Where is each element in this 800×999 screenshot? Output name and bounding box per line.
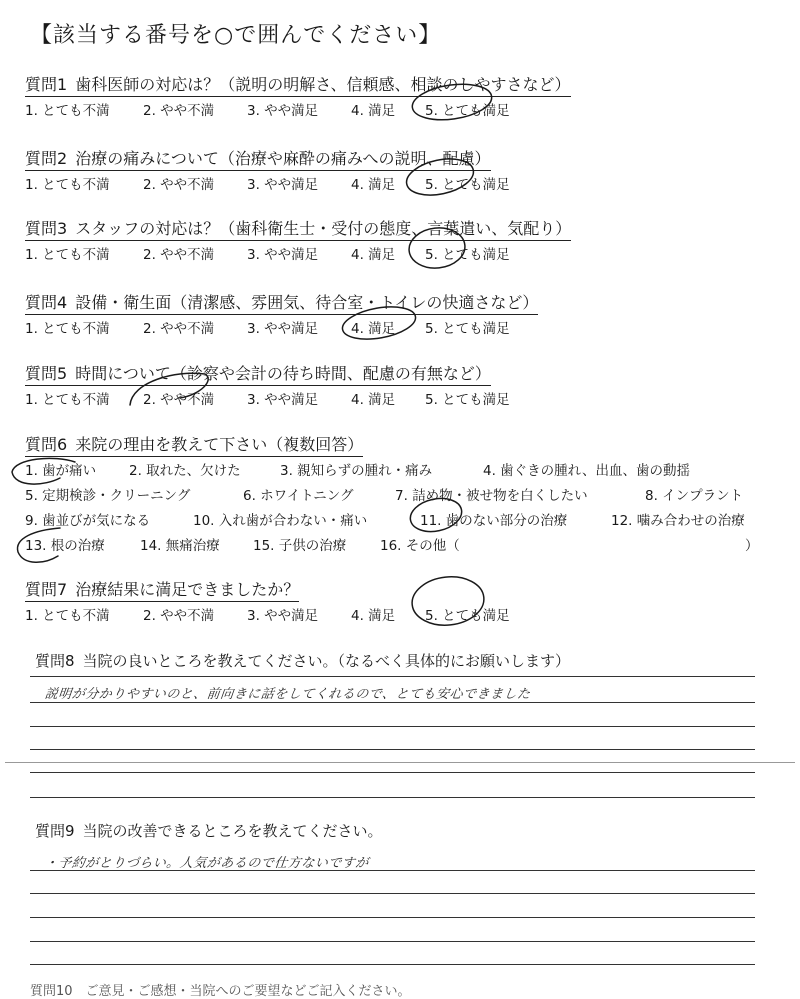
- q7-option-4[interactable]: 4. 満足: [351, 608, 396, 624]
- q8-answer-line-5: [30, 772, 755, 773]
- q9-answer-line-2: [30, 893, 755, 894]
- q4-option-3[interactable]: 3. やや満足: [247, 321, 319, 337]
- q3-option-3[interactable]: 3. やや満足: [247, 247, 319, 263]
- question-8: [35, 650, 570, 671]
- q1-option-5[interactable]: 5. とても満足: [425, 103, 510, 119]
- q5-option-1[interactable]: 1. とても不満: [25, 392, 110, 408]
- q8-answer-line-2: [30, 702, 755, 703]
- question-2-text: 治療の痛みについて（治療や麻酔の痛みへの説明、配慮）: [75, 149, 491, 168]
- q3-option-5[interactable]: 5. とても満足: [425, 247, 510, 263]
- question-7-label: 質問7: [25, 580, 68, 599]
- question-3-label: 質問3: [25, 219, 68, 238]
- q2-option-4[interactable]: 4. 満足: [351, 177, 396, 193]
- q6-option-15[interactable]: 15. 子供の治療: [253, 538, 347, 554]
- question-5-label: 質問5: [25, 364, 68, 383]
- q6-option-14[interactable]: 14. 無痛治療: [140, 538, 220, 554]
- q6-option-10[interactable]: 10. 入れ歯が合わない・痛い: [193, 513, 368, 529]
- question-6-label: 質問6: [25, 435, 68, 454]
- q1-option-1[interactable]: 1. とても不満: [25, 103, 110, 119]
- question-7-text: 治療結果に満足できましたか？: [75, 580, 300, 599]
- q4-option-4[interactable]: 4. 満足: [351, 321, 396, 337]
- q7-option-2[interactable]: 2. やや不満: [143, 608, 215, 624]
- instruction-title: 【該当する番号を○で囲んでください】: [30, 23, 442, 48]
- q2-option-5[interactable]: 5. とても満足: [425, 177, 510, 193]
- question-10-partial: 質問10 ご意見・ご感想・当院へのご要望などご記入ください。: [30, 984, 411, 999]
- q8-answer-line-6: [30, 797, 755, 798]
- q8-handwritten-answer[interactable]: 説明が分かりやすいのと、前向きに話をしてくれるので、とても安心できました: [44, 687, 532, 702]
- q6-option-8[interactable]: 8. インプラント: [645, 488, 744, 504]
- q6-option-13[interactable]: 13. 根の治療: [25, 538, 105, 554]
- question-1-text: 歯科医師の対応は？（説明の明解さ、信頼感、相談のしやすさなど）: [75, 75, 571, 94]
- q6-option-6[interactable]: 6. ホワイトニング: [243, 488, 354, 504]
- q1-option-4[interactable]: 4. 満足: [351, 103, 396, 119]
- q3-option-1[interactable]: 1. とても不満: [25, 247, 110, 263]
- q3-option-4[interactable]: 4. 満足: [351, 247, 396, 263]
- q7-option-3[interactable]: 3. やや満足: [247, 608, 319, 624]
- question-9: [35, 820, 383, 841]
- question-4: [25, 290, 538, 315]
- q6-option-5[interactable]: 5. 定期検診・クリーニング: [25, 488, 191, 504]
- q7-option-1[interactable]: 1. とても不満: [25, 608, 110, 624]
- q6-option-1[interactable]: 1. 歯が痛い: [25, 463, 97, 479]
- q8-answer-line-4: [30, 749, 755, 750]
- q6-option-16[interactable]: 16. その他（: [380, 538, 460, 554]
- q8-answer-line-3: [30, 726, 755, 727]
- q5-option-5[interactable]: 5. とても満足: [425, 392, 510, 408]
- q2-option-2[interactable]: 2. やや不満: [143, 177, 215, 193]
- q9-handwritten-answer[interactable]: ・予約がとりづらい。人気があるので仕方ないですが: [44, 856, 370, 871]
- question-5-text: 時間について（診察や会計の待ち時間、配慮の有無など）: [75, 364, 491, 383]
- q1-option-2[interactable]: 2. やや不満: [143, 103, 215, 119]
- q4-option-1[interactable]: 1. とても不満: [25, 321, 110, 337]
- question-1: [25, 72, 571, 97]
- q6-option-3[interactable]: 3. 親知らずの腫れ・痛み: [280, 463, 433, 479]
- q4-option-2[interactable]: 2. やや不満: [143, 321, 215, 337]
- question-8-text: 当院の良いところを教えてください。（なるべく具体的にお願いします）: [82, 652, 571, 670]
- q5-option-2[interactable]: 2. やや不満: [143, 392, 215, 408]
- question-6-text: 来院の理由を教えて下さい（複数回答）: [75, 435, 364, 454]
- q5-option-4[interactable]: 4. 満足: [351, 392, 396, 408]
- question-5: [25, 361, 491, 386]
- q6-option-4[interactable]: 4. 歯ぐきの腫れ、出血、歯の動揺: [483, 463, 690, 479]
- question-3-text: スタッフの対応は？（歯科衛生士・受付の態度、言葉遣い、気配り）: [75, 219, 572, 238]
- question-2: [25, 146, 491, 171]
- q9-answer-line-3: [30, 917, 755, 918]
- q9-answer-line-1: [30, 870, 755, 871]
- q6-option-12[interactable]: 12. 噛み合わせの治療: [611, 513, 745, 529]
- q6-option-2[interactable]: 2. 取れた、欠けた: [129, 463, 241, 479]
- q6-option-7[interactable]: 7. 詰め物・被せ物を白くしたい: [395, 488, 588, 504]
- q6-option-11[interactable]: 11. 歯のない部分の治療: [420, 513, 568, 529]
- q6-other-close-paren: ）: [745, 538, 759, 554]
- question-6: [25, 432, 363, 457]
- q5-option-3[interactable]: 3. やや満足: [247, 392, 319, 408]
- q8-answer-line-1: [30, 676, 755, 677]
- scan-fold-line: [5, 762, 795, 763]
- q3-option-2[interactable]: 2. やや不満: [143, 247, 215, 263]
- question-3: [25, 216, 571, 241]
- q9-answer-line-4: [30, 941, 755, 942]
- q7-option-5[interactable]: 5. とても満足: [425, 608, 510, 624]
- question-8-label: 質問8: [35, 652, 75, 670]
- question-2-label: 質問2: [25, 149, 68, 168]
- q2-option-1[interactable]: 1. とても不満: [25, 177, 110, 193]
- question-9-label: 質問9: [35, 822, 75, 840]
- q4-option-5[interactable]: 5. とても満足: [425, 321, 510, 337]
- q9-answer-line-5: [30, 964, 755, 965]
- q6-option-9[interactable]: 9. 歯並びが気になる: [25, 513, 151, 529]
- question-1-label: 質問1: [25, 75, 68, 94]
- question-7: [25, 577, 299, 602]
- question-4-text: 設備・衛生面（清潔感、雰囲気、待合室・トイレの快適さなど）: [75, 293, 539, 312]
- question-4-label: 質問4: [25, 293, 68, 312]
- question-9-text: 当院の改善できるところを教えてください。: [82, 822, 383, 840]
- q1-option-3[interactable]: 3. やや満足: [247, 103, 319, 119]
- q2-option-3[interactable]: 3. やや満足: [247, 177, 319, 193]
